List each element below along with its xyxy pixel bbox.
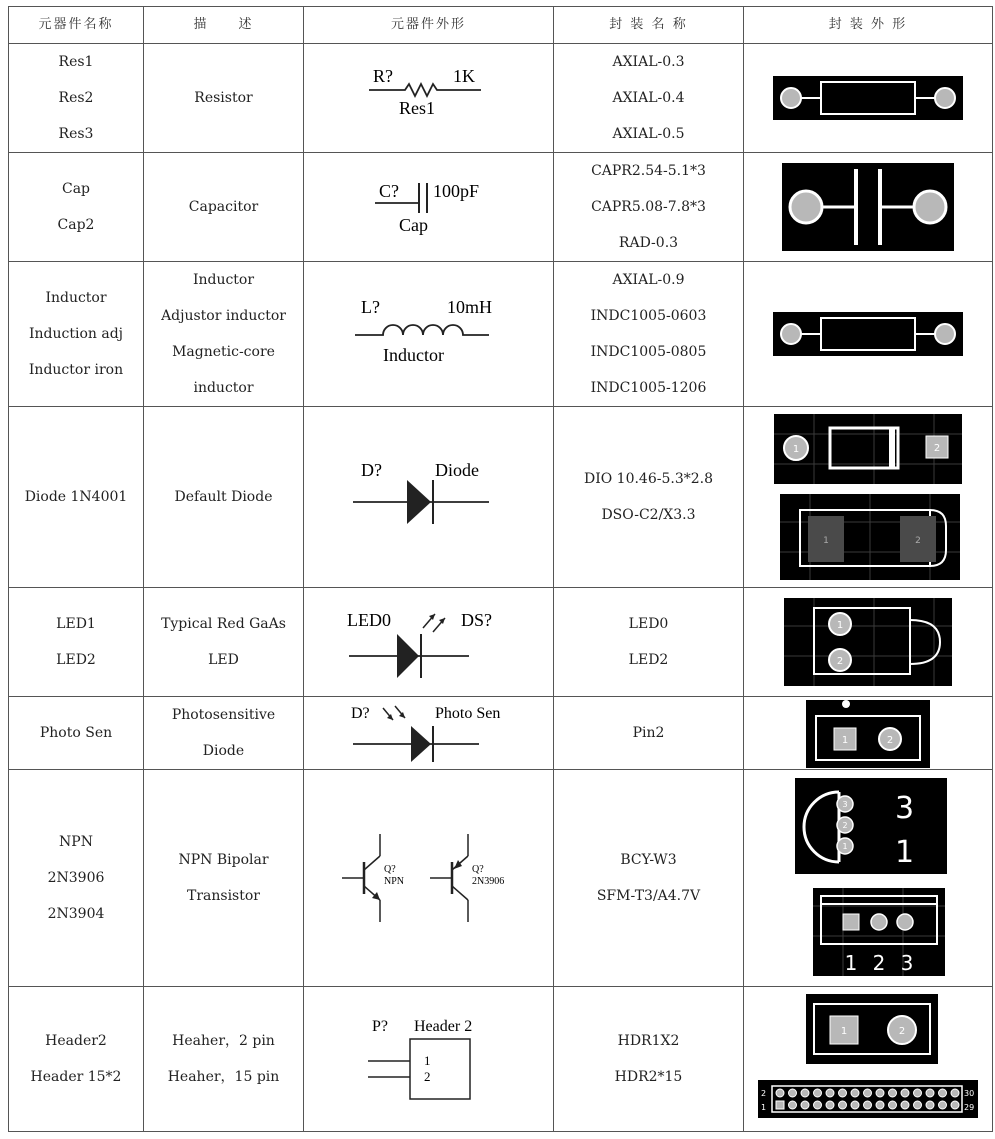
package-name: AXIAL-0.9	[612, 272, 685, 288]
component-name: Res3	[58, 126, 94, 142]
pad-label: 1	[842, 842, 848, 851]
header-pad	[864, 1101, 872, 1109]
symbol-name: 2N3906	[471, 876, 504, 887]
pin-label: 2	[872, 951, 886, 975]
component-name: Header 15*2	[30, 1069, 122, 1085]
description	[144, 697, 304, 770]
symbol-ref: D?	[360, 460, 382, 480]
description-line: Resistor	[194, 90, 253, 106]
package-names	[554, 987, 744, 1132]
component-name: Res2	[58, 90, 94, 106]
description-line: Diode	[202, 743, 245, 759]
table-row	[9, 153, 993, 262]
pad-label: 3	[842, 800, 848, 809]
schematic-symbol-inductor	[304, 262, 554, 407]
pad-label: 2	[898, 1026, 906, 1037]
pad-label: 1	[840, 1026, 848, 1037]
header-pad	[914, 1089, 922, 1097]
symbol-ref: P?	[371, 1018, 388, 1035]
package-name: AXIAL-0.3	[612, 54, 685, 70]
schematic-symbol-resistor	[304, 44, 554, 153]
pad-label: 2	[836, 656, 844, 667]
description	[144, 153, 304, 262]
header-package-name: 封 装 名 称	[554, 7, 744, 44]
table-row	[9, 588, 993, 697]
component-name: Inductor	[45, 290, 107, 306]
header-pad	[839, 1089, 847, 1097]
pin-label: 1	[844, 951, 858, 975]
package-names	[554, 407, 744, 588]
package-name: CAPR2.54-5.1*3	[591, 163, 706, 179]
footprint-led	[744, 588, 993, 697]
header-pad	[939, 1101, 947, 1109]
symbol-name: Cap	[398, 215, 428, 235]
sfm-t3-footprint	[813, 888, 945, 976]
component-names	[9, 153, 144, 262]
component-names	[9, 588, 144, 697]
table-row	[9, 44, 993, 153]
package-name: LED2	[628, 652, 669, 668]
header-pad	[951, 1089, 959, 1097]
table-row	[9, 697, 993, 770]
header-pad	[814, 1089, 822, 1097]
package-names	[554, 44, 744, 153]
footprint-header	[744, 987, 993, 1132]
component-name: Cap	[61, 181, 91, 197]
symbol-value: 10mH	[446, 297, 492, 317]
symbol-name: Photo Sen	[434, 705, 500, 722]
package-name: INDC1005-0603	[590, 308, 707, 324]
pin-label: 29	[964, 1103, 975, 1112]
header-row	[9, 7, 993, 44]
header-description: 描 述	[144, 7, 304, 44]
symbol-ref: R?	[372, 66, 393, 86]
header-pad	[789, 1101, 797, 1109]
header-pad	[939, 1089, 947, 1097]
description	[144, 262, 304, 407]
header-component-shape: 元器件外形	[304, 7, 554, 44]
table-row	[9, 987, 993, 1132]
description-line: Adjustor inductor	[161, 308, 286, 324]
footprint-pin2	[744, 697, 993, 770]
header-pad	[926, 1101, 934, 1109]
symbol-ref: DS?	[460, 610, 492, 630]
package-name: CAPR5.08-7.8*3	[591, 199, 706, 215]
header-pad	[776, 1089, 784, 1097]
footprint-diode	[744, 407, 993, 588]
description-line: Inductor	[192, 272, 255, 288]
component-name: Photo Sen	[39, 725, 113, 741]
description-line: Heaher，15 pin	[167, 1069, 280, 1085]
pad-label: 2	[915, 536, 921, 546]
pad-label: 2	[842, 821, 848, 830]
package-name: DSO-C2/X3.3	[601, 507, 696, 523]
component-names	[9, 987, 144, 1132]
pad-label: 1	[836, 620, 844, 631]
schematic-symbol-led	[304, 588, 554, 697]
component-name: Header2	[45, 1033, 107, 1049]
header-pad	[914, 1101, 922, 1109]
package-name: INDC1005-1206	[590, 380, 707, 396]
package-names	[554, 262, 744, 407]
component-name: Diode 1N4001	[24, 489, 128, 505]
symbol-name: NPN	[383, 876, 404, 887]
package-name: DIO 10.46-5.3*2.8	[583, 471, 714, 487]
description	[144, 770, 304, 987]
symbol-ref: Q?	[471, 864, 484, 875]
component-names	[9, 407, 144, 588]
pad-label: 2	[886, 735, 894, 746]
component-name: 2N3906	[47, 870, 105, 886]
package-name: HDR1X2	[617, 1033, 680, 1049]
component-names	[9, 697, 144, 770]
pin-number: 2	[423, 1069, 430, 1084]
symbol-ref: D?	[350, 705, 370, 722]
schematic-symbol-transistors	[304, 770, 554, 987]
pad-label: 1	[792, 444, 800, 455]
schematic-symbol-photodiode	[304, 697, 554, 770]
schematic-symbol-capacitor	[304, 153, 554, 262]
pin-label-large: 3	[895, 791, 915, 826]
package-name: BCY-W3	[620, 852, 677, 868]
description-line: Transistor	[187, 888, 260, 904]
pin-number: 1	[423, 1053, 430, 1068]
bcy-w3-footprint	[795, 778, 947, 874]
header-component-name: 元器件名称	[9, 7, 144, 44]
package-name: Pin2	[632, 725, 665, 741]
package-names	[554, 153, 744, 262]
header-pad	[789, 1089, 797, 1097]
symbol-name: Res1	[398, 98, 435, 118]
header-pad	[926, 1089, 934, 1097]
header-pad	[826, 1101, 834, 1109]
package-name: LED0	[628, 616, 669, 632]
description-line: Typical Red GaAs	[161, 616, 286, 632]
component-names	[9, 770, 144, 987]
package-name: RAD-0.3	[618, 235, 679, 251]
table-row	[9, 770, 993, 987]
description	[144, 987, 304, 1132]
description	[144, 407, 304, 588]
header-pad	[814, 1101, 822, 1109]
pin-label: 3	[900, 951, 914, 975]
table-row	[9, 407, 993, 588]
package-names	[554, 770, 744, 987]
description	[144, 588, 304, 697]
component-names	[9, 44, 144, 153]
symbol-ref: Q?	[383, 864, 396, 875]
component-name: 2N3904	[47, 906, 105, 922]
description-line: Photosensitive	[171, 707, 276, 723]
header-pad	[801, 1089, 809, 1097]
package-name: SFM-T3/A4.7V	[596, 888, 701, 904]
footprint-axial	[744, 44, 993, 153]
symbol-name: Diode	[434, 460, 479, 480]
description-line: Default Diode	[174, 489, 273, 505]
dio-footprint	[774, 414, 962, 484]
component-name: LED1	[56, 616, 96, 632]
component-name: NPN	[59, 834, 93, 850]
component-names	[9, 262, 144, 407]
header-pad	[901, 1101, 909, 1109]
package-names	[554, 697, 744, 770]
pin-label: 2	[761, 1089, 767, 1098]
pad-label: 1	[823, 536, 829, 546]
package-name: HDR2*15	[614, 1069, 683, 1085]
header-package-shape: 封 装 外 形	[744, 7, 993, 44]
header-pad	[951, 1101, 959, 1109]
table-row	[9, 262, 993, 407]
description-line: Heaher，2 pin	[172, 1033, 275, 1049]
symbol-name: LED0	[346, 610, 391, 630]
header-pad	[801, 1101, 809, 1109]
symbol-ref: C?	[378, 181, 399, 201]
footprint-transistor	[744, 770, 993, 987]
header-pad	[851, 1101, 859, 1109]
symbol-name: Inductor	[382, 345, 444, 365]
description-line: LED	[208, 652, 239, 668]
header-pad	[851, 1089, 859, 1097]
hdr1x2-footprint	[806, 994, 938, 1064]
description-line: inductor	[193, 380, 254, 396]
schematic-symbol-diode	[304, 407, 554, 588]
package-name: AXIAL-0.5	[612, 126, 685, 142]
header-pad	[839, 1101, 847, 1109]
header-pad	[889, 1101, 897, 1109]
component-name: Inductor iron	[28, 362, 124, 378]
footprint-capacitor	[744, 153, 993, 262]
footprint-inductor-axial	[744, 262, 993, 407]
pad-label: 2	[933, 443, 941, 454]
component-name: LED2	[56, 652, 96, 668]
header-pad	[889, 1089, 897, 1097]
pad-label: 1	[841, 735, 849, 746]
header-pad	[876, 1101, 884, 1109]
package-names	[554, 588, 744, 697]
symbol-value: 100pF	[432, 181, 479, 201]
description-line: Capacitor	[188, 199, 259, 215]
description	[144, 44, 304, 153]
header-pad	[826, 1089, 834, 1097]
package-name: AXIAL-0.4	[612, 90, 685, 106]
header-pad	[776, 1101, 784, 1109]
component-table	[8, 6, 993, 1132]
schematic-symbol-header	[304, 987, 554, 1132]
pin-label: 1	[761, 1103, 767, 1112]
header-pad	[864, 1089, 872, 1097]
component-name: Induction adj	[28, 326, 123, 342]
component-name: Cap2	[57, 217, 95, 233]
description-line: Magnetic-core	[172, 344, 275, 360]
component-name: Res1	[58, 54, 94, 70]
pin-label-large: 1	[895, 835, 915, 870]
symbol-name: Header 2	[413, 1018, 472, 1035]
hdr2x15-footprint	[758, 1080, 978, 1118]
pin-label: 30	[964, 1089, 975, 1098]
header-pad	[876, 1089, 884, 1097]
symbol-ref: L?	[360, 297, 380, 317]
symbol-value: 1K	[452, 66, 475, 86]
description-line: NPN Bipolar	[178, 852, 269, 868]
package-name: INDC1005-0805	[590, 344, 707, 360]
dso-footprint	[780, 494, 960, 580]
header-pad	[901, 1089, 909, 1097]
